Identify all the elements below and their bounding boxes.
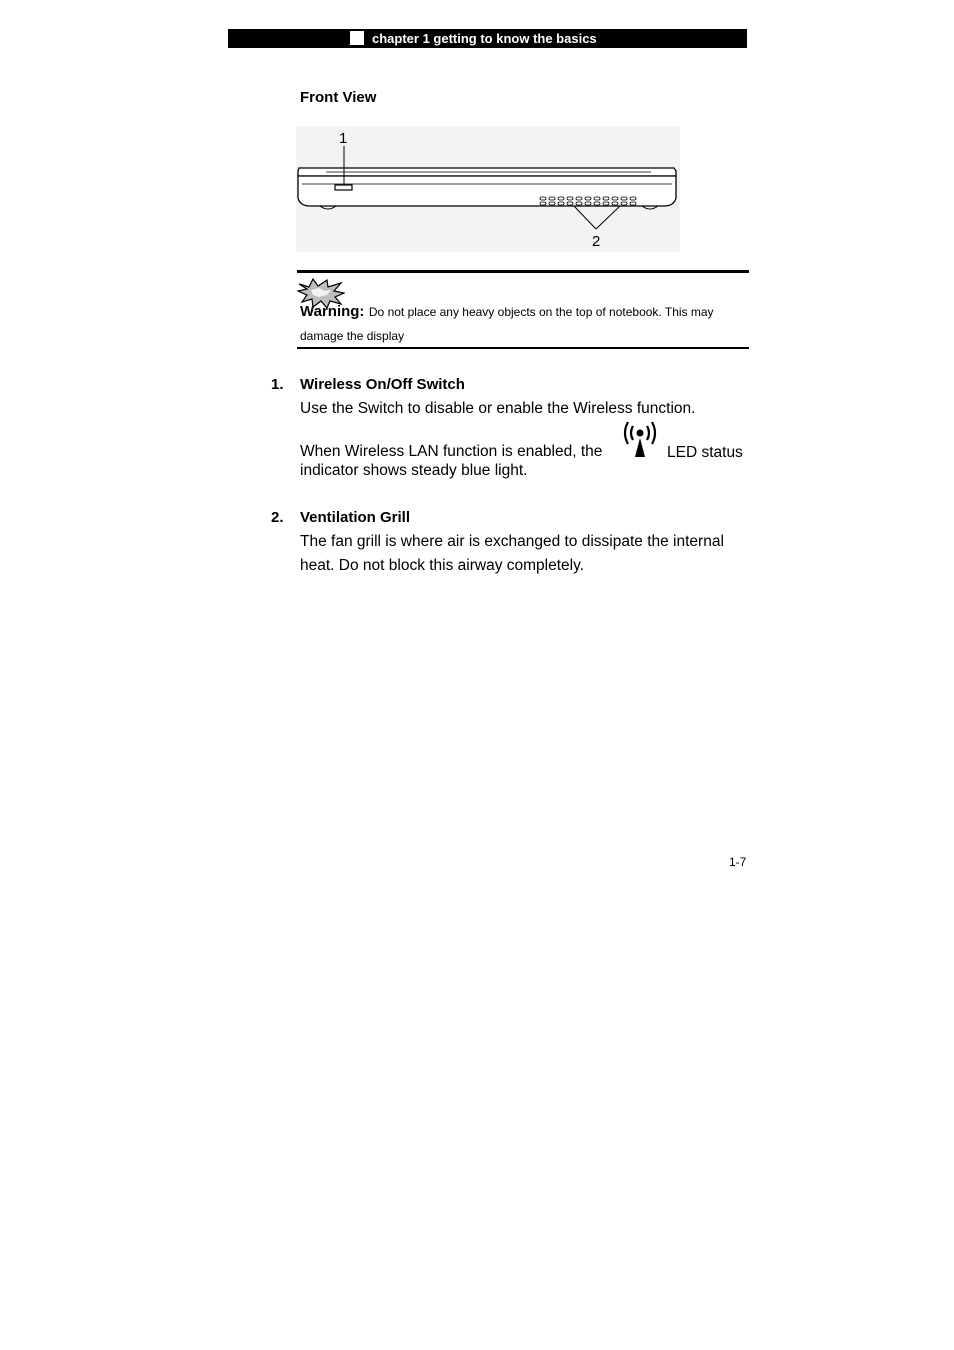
item-2-number: 2. — [271, 509, 284, 526]
item-1-line-1: Use the Switch to disable or enable the Wireless function. — [300, 400, 696, 417]
chapter-header-bar — [228, 29, 747, 48]
front-view-title: Front View — [300, 89, 377, 106]
callout-2-label: 2 — [592, 233, 601, 250]
item-1-line-3: indicator shows steady blue light. — [300, 462, 528, 479]
warning-top-rule — [297, 270, 749, 273]
item-2-line-2: heat. Do not block this airway completely. — [300, 557, 585, 574]
chapter-title: chapter 1 getting to know the basics — [372, 31, 597, 46]
wireless-icon — [618, 419, 662, 459]
item-1-led-status: LED status — [667, 444, 743, 461]
item-2-line-1: The fan grill is where air is exchanged to dissipate the internal — [300, 533, 724, 550]
item-1-line-2: When Wireless LAN function is enabled, the — [300, 443, 603, 460]
warning-text-1: Do not place any heavy objects on the top of notebook. This may — [368, 305, 714, 319]
item-1-title: Wireless On/Off Switch — [300, 376, 465, 393]
header-square-icon — [350, 31, 364, 45]
warning-text-2: damage the display — [300, 329, 405, 343]
item-1-number: 1. — [271, 376, 284, 393]
callout-1-label: 1 — [339, 130, 348, 147]
warning-bottom-rule — [297, 347, 749, 349]
item-2-title: Ventilation Grill — [300, 509, 411, 526]
page-number: 1-7 — [729, 855, 747, 869]
warning-label: Warning: — [300, 303, 365, 320]
front-view-figure — [296, 126, 680, 252]
warning-line-1 — [300, 303, 714, 321]
